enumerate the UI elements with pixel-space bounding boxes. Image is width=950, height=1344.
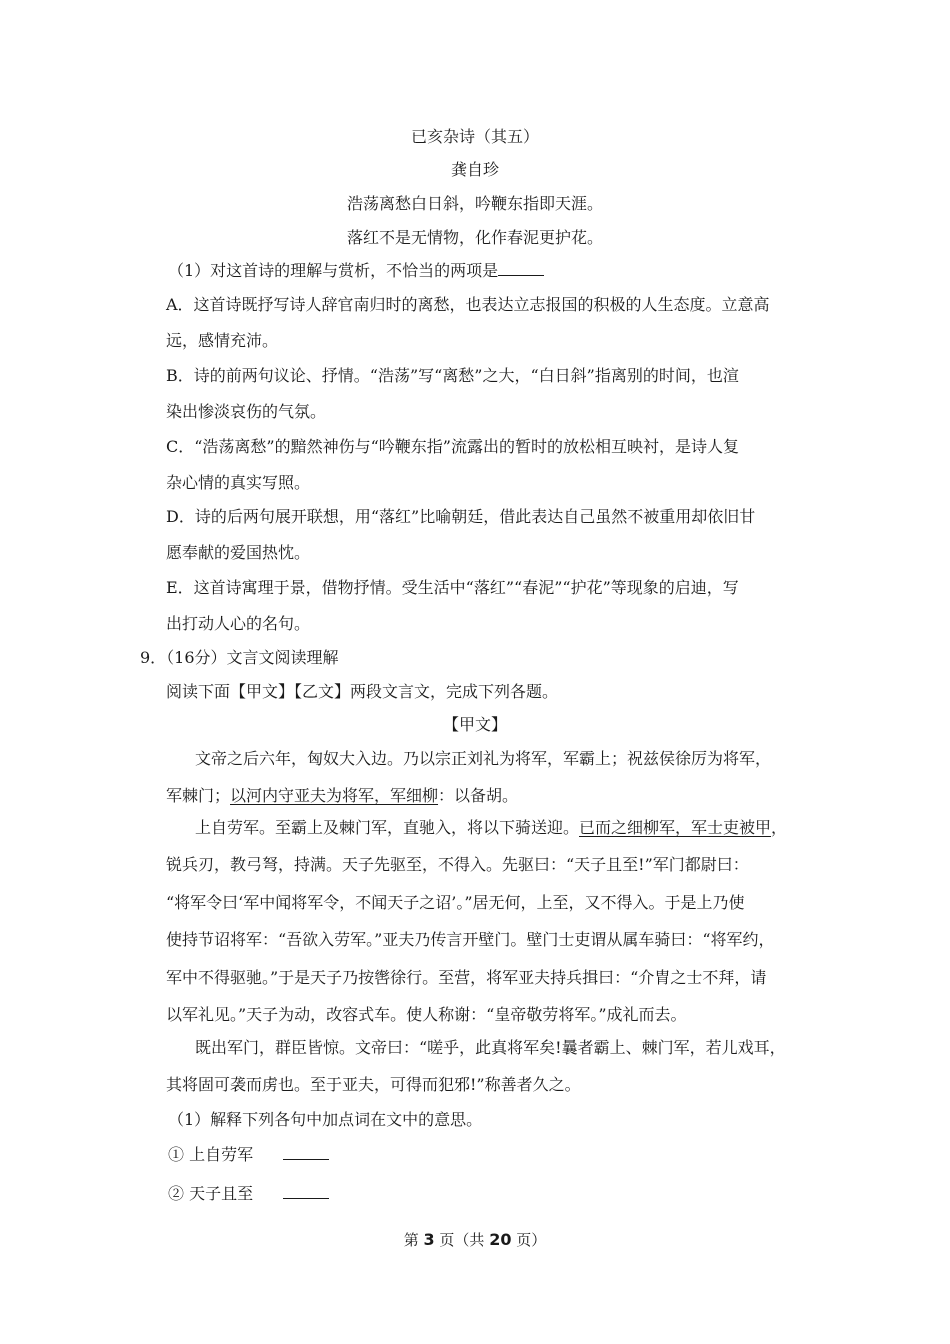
option-d-line-1: D．诗的后两句展开联想，用“落红”比喻朝廷，借此表达自己虽然不被重用却依旧甘: [166, 507, 756, 526]
page-footer: [0, 1230, 950, 1250]
poem-author: 龚自珍: [450, 160, 499, 179]
option-c-line-1: C．“浩荡离愁”的黯然神伤与“吟鞭东指”流露出的暂时的放松相互映衬，是诗人复: [166, 437, 739, 456]
option-e-line-2: 出打动人心的名句。: [166, 614, 311, 633]
option-a-line-1: A．这首诗既抒写诗人辞官南归时的离愁，也表达立志报国的积极的人生态度。立意高: [166, 295, 770, 314]
passage-p2-line-3: “将军令曰‘军中闻将军令，不闻天子之诏’。”居无何，上至，又不得入。于是上乃使: [166, 893, 745, 912]
passage-p2-line-5: 军中不得驱驰。”于是天子乃按辔徐行。至营，将军亚夫持兵揖曰：“介胄之士不拜，请: [166, 968, 767, 987]
poem-title: 已亥杂诗（其五）: [410, 127, 539, 146]
sub-question-1: （1）解释下列各句中加点词在文中的意思。: [168, 1110, 483, 1129]
passage-p2-line-1: [195, 818, 787, 838]
answer-blank: [283, 1145, 329, 1160]
option-b-line-2: 染出惨淡哀伤的气氛。: [166, 402, 327, 421]
passage-p2-line-6: 以军礼见。”天子为动，改容式车。使人称谢：“皇帝敬劳将军。”成礼而去。: [166, 1005, 687, 1024]
total-page-count: 20: [489, 1230, 512, 1249]
answer-blank: [498, 261, 544, 276]
current-page-number: 3: [423, 1230, 435, 1249]
passage-text: 军棘门；: [166, 786, 231, 805]
passage-p3-line-1: 既出军门，群臣皆惊。文帝曰：“嗟乎，此真将军矣!曩者霸上、棘门军，若儿戏耳，: [195, 1038, 786, 1057]
question-9-intro: 阅读下面【甲文】【乙文】两段文言文，完成下列各题。: [166, 682, 559, 701]
sub-item-text: ② 天子且至: [168, 1184, 254, 1203]
section-title-jia: 【甲文】: [442, 715, 507, 734]
footer-mid: 页（共: [434, 1231, 490, 1249]
passage-p3-line-2: 其将固可袭而虏也。至于亚夫，可得而犯邪!”称善者久之。: [166, 1075, 581, 1094]
underlined-sentence: 以河内守亚夫为将军，军细柳: [230, 786, 439, 805]
passage-p2-line-2: 锐兵刃，教弓弩，持满。天子先驱至，不得入。先驱曰：“天子且至!”军门都尉曰：: [166, 855, 749, 874]
poem-line-2: 落红不是无情物，化作春泥更护花。: [346, 228, 603, 247]
sub-item-1: [168, 1145, 329, 1165]
passage-text: ，: [771, 818, 788, 837]
question-stem-text: （1）对这首诗的理解与赏析，不恰当的两项是: [168, 261, 499, 280]
passage-p2-line-4: 使持节诏将军：“吾欲入劳军。”亚夫乃传言开壁门。壁门士吏谓从属车骑曰：“将军约，: [166, 930, 775, 949]
passage-text: ：以备胡。: [438, 786, 519, 805]
passage-text: 上自劳军。至霸上及棘门军，直驰入，将以下骑送迎。: [195, 818, 580, 837]
question-stem: [168, 261, 544, 281]
passage-p1-line-1: 文帝之后六年，匈奴大入边。乃以宗正刘礼为将军，军霸上；祝兹侯徐厉为将军，: [195, 749, 772, 768]
option-b-line-1: B．诗的前两句议论、抒情。“浩荡”写“离愁”之大，“白日斜”指离别的时间，也渲: [166, 366, 739, 385]
option-d-line-2: 愿奉献的爱国热忱。: [166, 543, 311, 562]
passage-p1-line-2: [166, 786, 518, 806]
question-9-header: 9．（16分）文言文阅读理解: [140, 648, 339, 667]
answer-blank: [283, 1184, 329, 1199]
sub-item-2: [168, 1184, 329, 1204]
footer-prefix: 第: [403, 1231, 424, 1249]
option-c-line-2: 杂心情的真实写照。: [166, 473, 311, 492]
underlined-sentence: 已而之细柳军，军士吏被甲: [579, 818, 772, 837]
sub-item-text: ① 上自劳军: [168, 1145, 254, 1164]
option-e-line-1: E．这首诗寓理于景，借物抒情。受生活中“落红”“春泥”“护花”等现象的启迪，写: [166, 578, 739, 597]
poem-line-1: 浩荡离愁白日斜，吟鞭东指即天涯。: [346, 194, 603, 213]
footer-suffix: 页）: [511, 1231, 547, 1249]
option-a-line-2: 远，感情充沛。: [166, 331, 279, 350]
